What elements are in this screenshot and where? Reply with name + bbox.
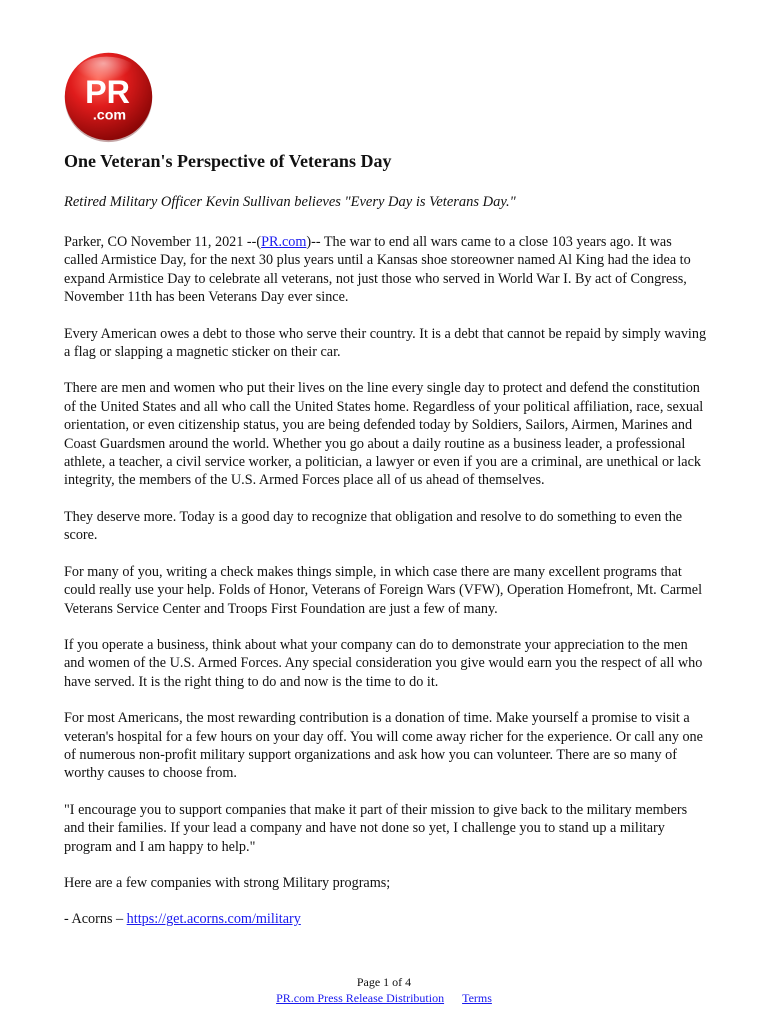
press-release-body (64, 233, 707, 947)
logo-text-com: .com (92, 107, 127, 124)
intro-paragraph (64, 233, 707, 307)
body-paragraph: If you operate a business, think about what your company can do to demonstrate your appreciation to the men and women of the U.S. Armed Forces. Any special consideration you give would earn you the respect of all who have served. It is the right thing to do and now is the time to do it. (64, 636, 703, 690)
page-number: Page 1 of 4 (356, 975, 412, 989)
pr-com-logo[interactable] (61, 49, 156, 144)
footer-links (0, 991, 768, 1005)
logo-text-pr: PR (85, 74, 130, 111)
press-release-subtitle: Retired Military Officer Kevin Sullivan believes "Every Day is Veterans Day." (64, 194, 516, 210)
intro-prefix: Parker, CO November 11, 2021 --( (64, 234, 262, 250)
body-paragraph: There are men and women who put their lives on the line every single day to protect and defend the constitution of the United States and all who call the United States home. Regardless of your political affiliation, race, sexual orientation, or even citizenship status, you are being defended today by Soldiers, Sailors, Airmen, Marines and Coast Guardsmen around the world. Whether you go about a daily routine as a business leader, a professional athlete, a teacher, a civil service worker, a politician, a lawyer or even if you are a criminal, are unethical or lack integrity, the members of the U.S. Armed Forces place all of us ahead of themselves. (64, 380, 704, 489)
press-release-title: One Veteran's Perspective of Veterans Day (64, 151, 392, 171)
body-paragraph: They deserve more. Today is a good day to recognize that obligation and resolve to do something to even the score. (64, 508, 683, 544)
body-paragraph: Here are a few companies with strong Military programs; (64, 874, 391, 891)
acorns-military-link[interactable]: https://get.acorns.com/military (126, 911, 301, 928)
body-paragraph: For most Americans, the most rewarding contribution is a donation of time. Make yourself a promise to visit a veteran's hospital for a few hours on your day off. You will come away richer for the experience. Or call any one of numerous non-profit military support organizations and ask how you can volunteer. There are so many of worthy causes to choose from. (64, 710, 703, 782)
pr-com-link[interactable]: PR.com (261, 234, 307, 250)
intro-text: )-- The war to end all wars came to a close 103 years ago. It was called Armistice Day, for the next 30 plus years until a Kansas shoe storeowner named Al King had the idea to expand Armistice Day to celebrate all veterans, not just those who served in World War I. By act of Congress, November 11th has been Veterans Day ever since. (64, 234, 691, 306)
list-item-label: - Acorns – (64, 911, 127, 928)
body-paragraph: For many of you, writing a check makes things simple, in which case there are many excellent programs that could really use your help. Folds of Honor, Veterans of Foreign Wars (VFW), Operation Homefront, Mt. Carmel Veterans Service Center and Troops First Foundation are just a few of many. (64, 563, 703, 617)
body-paragraph: Every American owes a debt to those who serve their country. It is a debt that cannot be repaid by simply waving a flag or slapping a magnetic sticker on their car. (64, 325, 707, 361)
terms-link[interactable]: Terms (462, 991, 492, 1005)
quote-paragraph: "I encourage you to support companies that make it part of their mission to give back to the military members and their families. If your lead a company and have not done so yet, I challenge you to stand up a military program and I am happy to help." (64, 801, 688, 855)
pr-distribution-link[interactable]: PR.com Press Release Distribution (276, 991, 445, 1005)
list-item (64, 910, 707, 928)
